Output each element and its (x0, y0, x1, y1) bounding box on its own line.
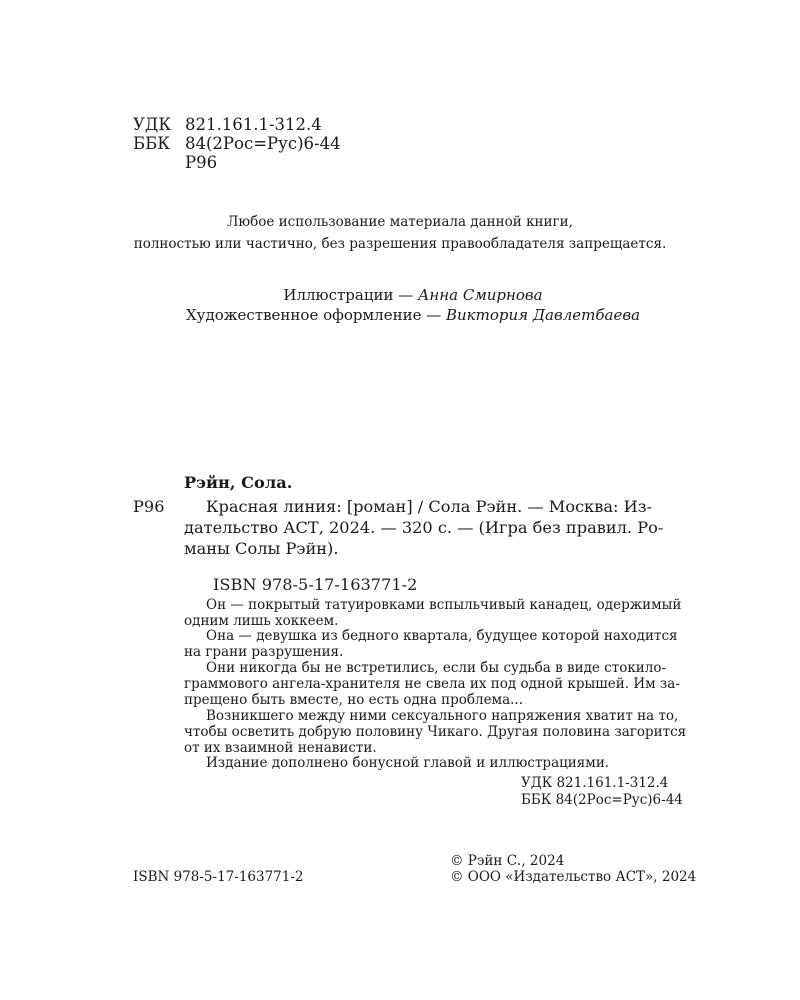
credit-name: Виктория Давлетбаева (446, 306, 641, 324)
copyright-publisher: © ООО «Издательство АСТ», 2024 (450, 869, 697, 885)
credit-illustrations: Иллюстрации — Анна Смирнова (283, 286, 543, 304)
author-mark: Р96 (185, 153, 218, 172)
record-line: маны Солы Рэйн). (184, 539, 339, 558)
annotation-line: на грани разрушения. (184, 644, 344, 660)
annotation-line: одним лишь хоккеем. (184, 613, 339, 629)
copyright-notice (0, 211, 800, 255)
udk-value: 821.161.1-312.4 (185, 115, 322, 134)
annotation-line: Он — покрытый татуировками вспыльчивый канадец, одержимый (206, 597, 682, 613)
bbk-value: 84(2Рос=Рус)6-44 (185, 134, 341, 153)
notice-line: Любое использование материала данной книги, (227, 214, 573, 230)
record-bbk: ББК 84(2Рос=Рус)6-44 (521, 792, 683, 808)
record-mark: Р96 (133, 497, 165, 516)
annotation-line: Возникшего между ними сексуального напряжения хватит на то, (206, 708, 679, 724)
copyright-author: © Рэйн С., 2024 (450, 853, 565, 869)
record-isbn: ISBN 978-5-17-163771-2 (213, 575, 418, 594)
bbk-row (133, 134, 341, 154)
record-description-cont (184, 517, 663, 559)
bbk-label: ББК (133, 134, 171, 153)
udk-label: УДК (133, 115, 172, 134)
notice-line: полностью или частично, без разрешения правообладателя запрещается. (133, 236, 667, 252)
annotation-line: чтобы осветить добрую половину Чикаго. Другая половина загорится (184, 724, 687, 740)
udk-row (133, 115, 322, 135)
annotation-line: прещено быть вместе, но есть одна проблема... (184, 692, 523, 708)
record-heading: Рэйн, Сола. (184, 473, 293, 492)
annotation-line: граммового ангела-хранителя не свела их под одной крышей. Им за- (184, 676, 680, 692)
footer-isbn: ISBN 978-5-17-163771-2 (133, 869, 304, 885)
record-line: Красная линия: [роман] / Сола Рэйн. — Москва: Из- (206, 497, 653, 516)
record-udk: УДК 821.161.1-312.4 (521, 775, 669, 791)
annotation-line: от их взаимной ненависти. (184, 740, 377, 756)
credits (0, 285, 800, 325)
credit-design: Художественное оформление — Виктория Давлетбаева (185, 306, 641, 324)
annotation-line: Они никогда бы не встретились, если бы судьба в виде стокило- (206, 660, 667, 676)
record-line: дательство АСТ, 2024. — 320 с. — (Игра без правил. Ро- (184, 518, 664, 537)
credit-name: Анна Смирнова (418, 286, 543, 304)
annotation-line: Она — девушка из бедного квартала, будущее которой находится (206, 628, 678, 644)
annotation-line: Издание дополнено бонусной главой и иллюстрациями. (206, 755, 610, 771)
record-description (206, 496, 652, 517)
